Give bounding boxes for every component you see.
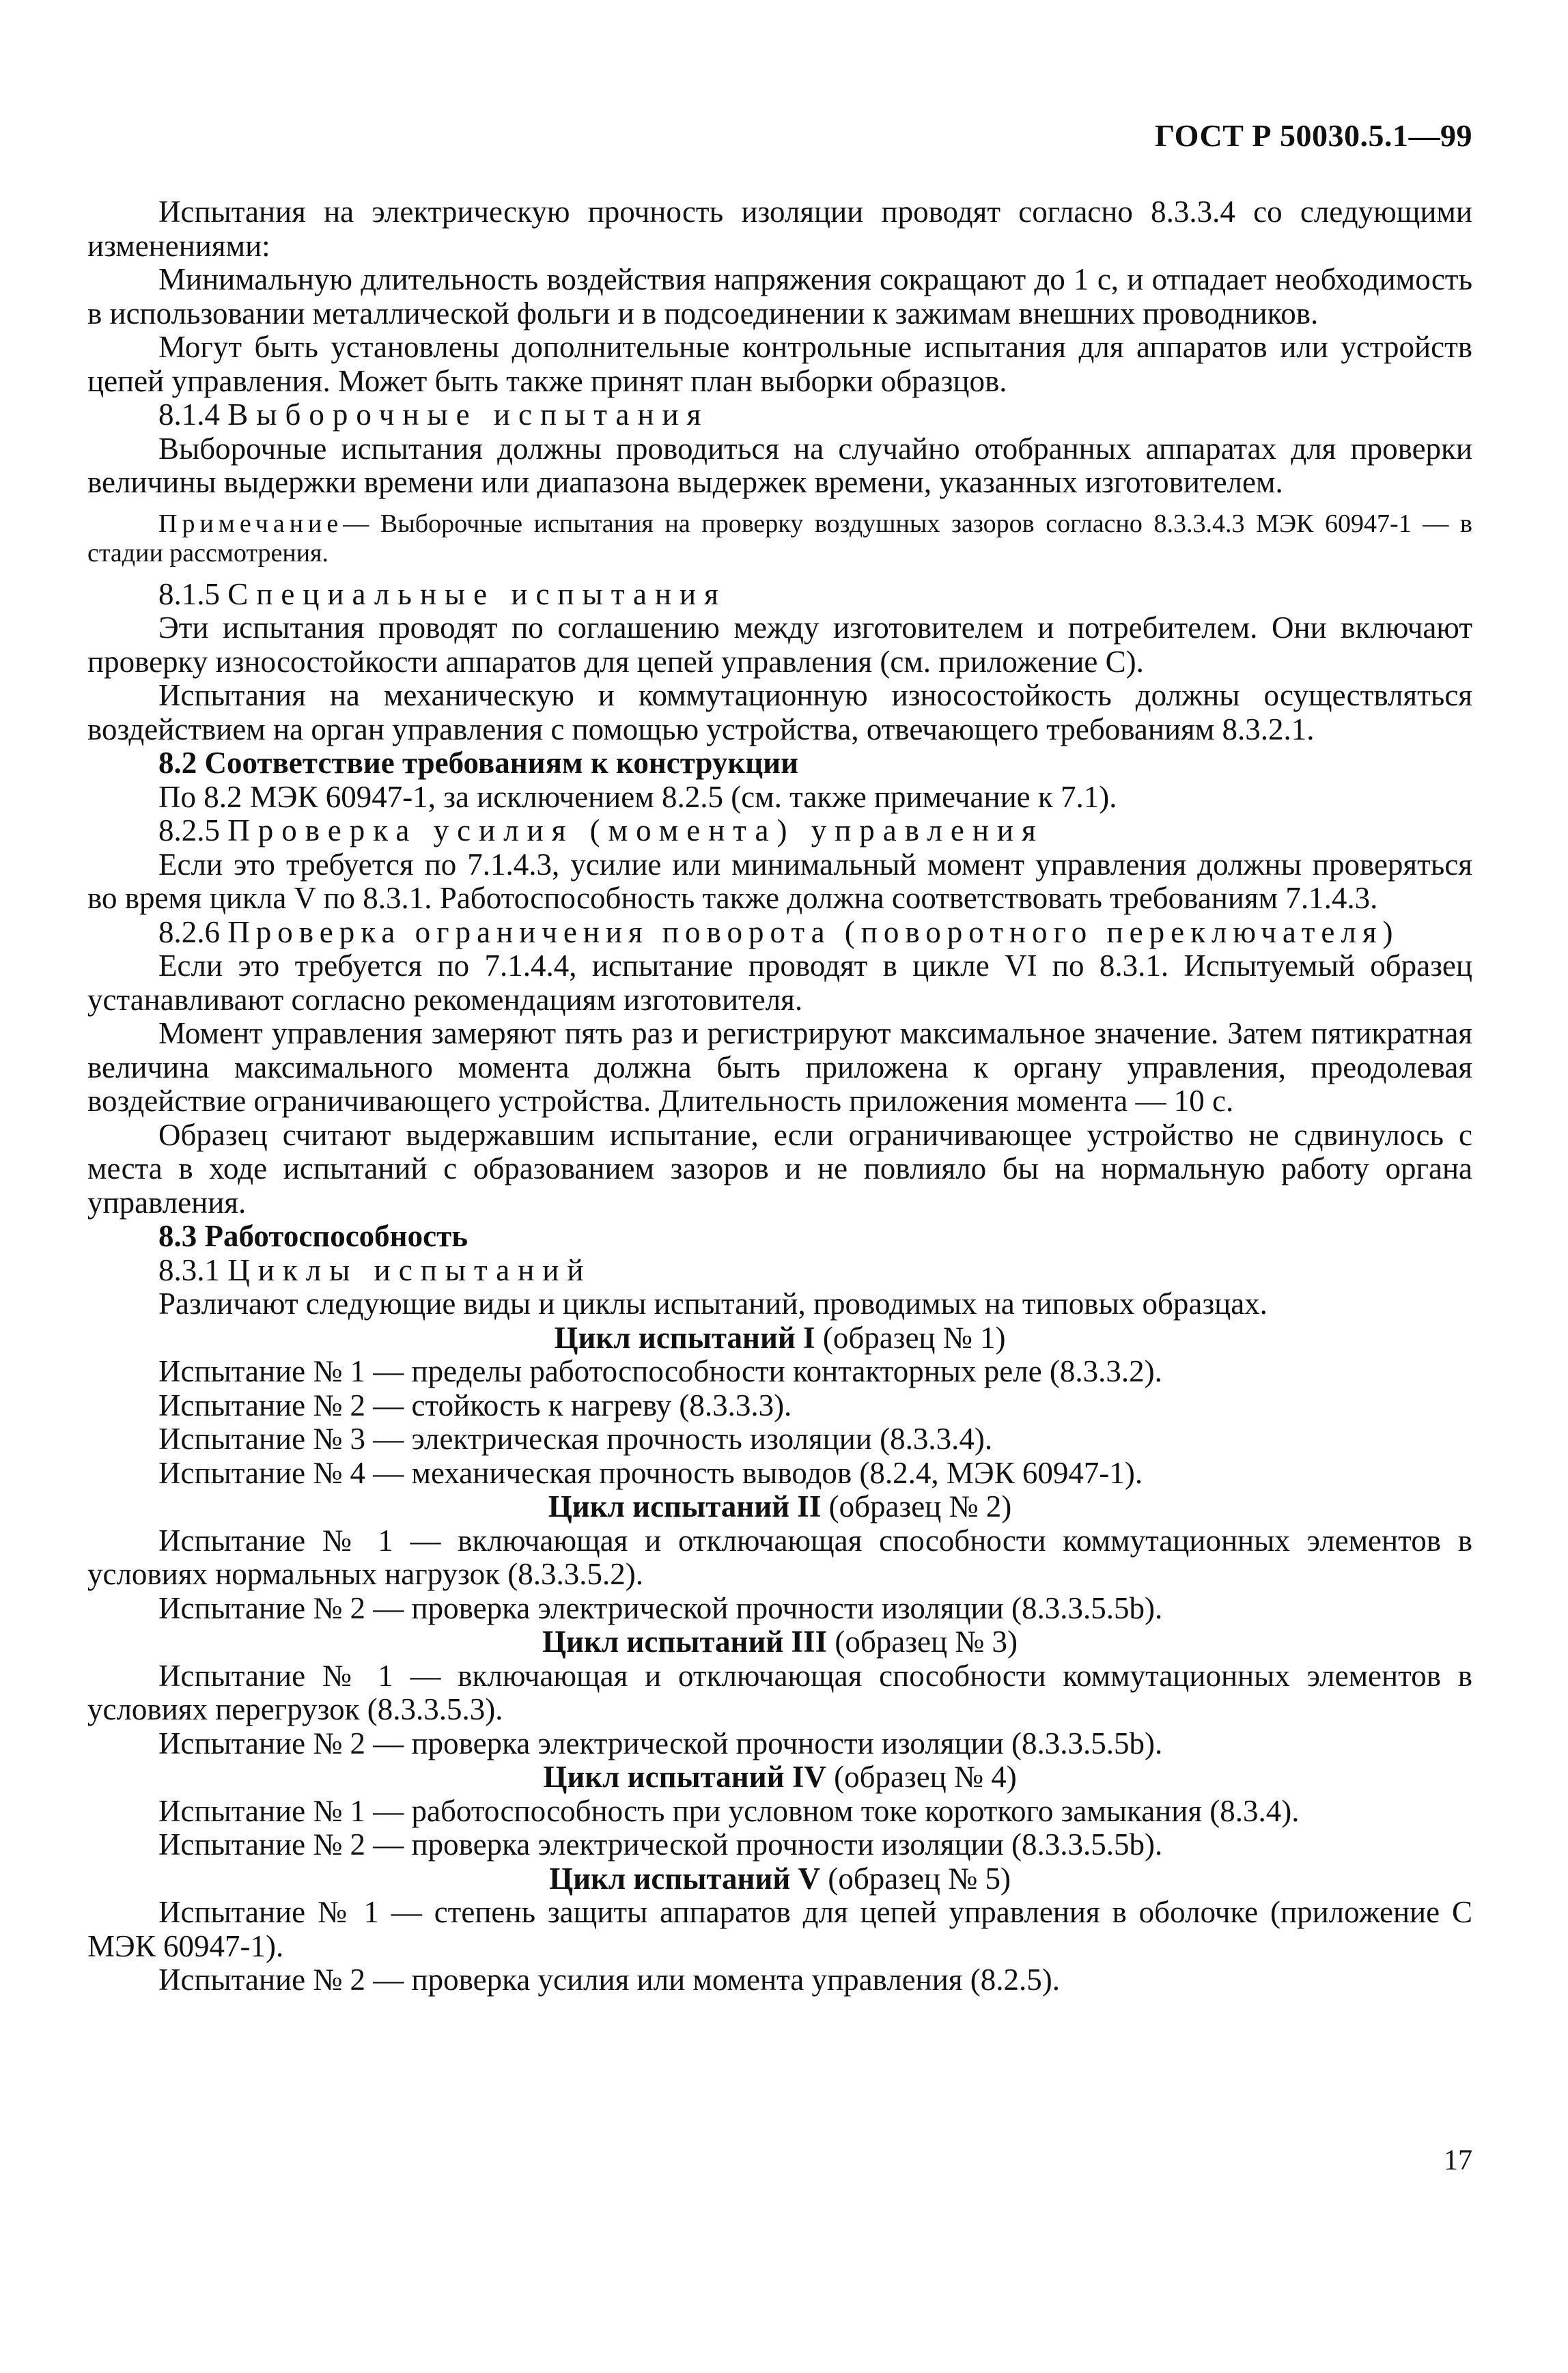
test-item: Испытание № 1 — пределы работоспособности контакторных реле (8.3.3.2).	[158, 1354, 1162, 1388]
cycle-title: Цикл испытаний IV	[543, 1760, 826, 1794]
paragraph: По 8.2 МЭК 60947-1, за исключением 8.2.5 (см. также примечание к 7.1).	[158, 779, 1117, 814]
test-item: Испытание № 1 — включающая и отключающая способности коммутационных элементов в условиях нормальных нагрузок (8.3.3.5.2).	[87, 1523, 1472, 1591]
test-item: Испытание № 3 — электрическая прочность изоляции (8.3.3.4).	[158, 1422, 993, 1456]
section-heading-8-2-6	[87, 916, 1472, 950]
section-number: 8.2.6	[158, 914, 220, 949]
section-number: 8.1.5	[158, 576, 220, 611]
paragraph: Выборочные испытания должны проводиться на случайно отобранных аппаратах для проверки величины выдержки времени или диапазона выдержек времени, указанных изготовителем.	[87, 431, 1472, 499]
paragraph: Эти испытания проводят по соглашению между изготовителем и потребителем. Они включают проверку износостойкости аппаратов для цепей управления (см. приложение С).	[87, 610, 1472, 679]
test-item: Испытание № 1 — степень защиты аппаратов для цепей управления в оболочке (приложение С МЭК 60947-1).	[87, 1895, 1472, 1963]
test-item: Испытание № 2 — проверка электрической прочности изоляции (8.3.3.5.5b).	[158, 1827, 1163, 1862]
paragraph: Различают следующие виды и циклы испытаний, проводимых на типовых образцах.	[158, 1287, 1268, 1321]
paragraph: Образец считают выдержавшим испытание, если ограничивающее устройство не сдвинулось с места в ходе испытаний с образованием зазоров и не повлияло бы на нормальную работу органа управления.	[87, 1117, 1472, 1220]
test-item: Испытание № 1 — работоспособность при условном токе короткого замыкания (8.3.4).	[158, 1793, 1300, 1828]
test-item: Испытание № 2 — стойкость к нагреву (8.3.3.3).	[158, 1388, 792, 1422]
section-heading-8-1-5	[87, 578, 1472, 612]
note-text: — Выборочные испытания на проверку воздушных зазоров согласно 8.3.3.4.3 МЭК 60947-1 — в стадии рассмотрения.	[87, 509, 1472, 567]
cycle-title: Цикл испытаний V	[549, 1861, 821, 1896]
cycle-sample: (образец № 3)	[835, 1625, 1018, 1659]
paragraph: Испытания на механическую и коммутационную износостойкость должны осуществляться воздействием на орган управления с помощью устройства, отвечающего требованиям 8.3.2.1.	[87, 678, 1472, 746]
cycle-heading	[87, 1321, 1472, 1356]
section-title: Проверка ограничения поворота (поворотного переключателя)	[227, 914, 1399, 949]
cycle-title: Цикл испытаний III	[542, 1625, 828, 1659]
paragraph: Испытания на электрическую прочность изоляции проводят согласно 8.3.3.4 со следующими изменениями:	[87, 195, 1472, 263]
section-title: Специальные испытания	[227, 576, 727, 611]
section-title: Проверка усилия (момента) управления	[227, 813, 1044, 847]
cycle-heading	[87, 1625, 1472, 1659]
cycle-sample: (образец № 2)	[828, 1489, 1012, 1524]
cycle-sample: (образец № 1)	[822, 1320, 1006, 1355]
test-item: Испытание № 2 — проверка электрической прочности изоляции (8.3.3.5.5b).	[158, 1726, 1163, 1760]
paragraph: Минимальную длительность воздействия напряжения сокращают до 1 с, и отпадает необходимость в использовании металлической фольги и в подсоединении к зажимам внешних проводников.	[87, 262, 1472, 331]
section-number: 8.3.1	[158, 1252, 220, 1287]
cycle-title: Цикл испытаний II	[548, 1489, 822, 1524]
section-title: Выборочные испытания	[227, 397, 710, 432]
page-number: 17	[1444, 2145, 1472, 2176]
cycle-title: Цикл испытаний I	[554, 1320, 815, 1355]
section-heading-8-2: 8.2 Соответствие требованиям к конструкции	[158, 746, 799, 780]
test-item: Испытание № 2 — проверка усилия или момента управления (8.2.5).	[158, 1963, 1060, 1997]
page-body	[87, 195, 1472, 1997]
section-heading-8-2-5	[87, 814, 1472, 848]
test-item: Испытание № 1 — включающая и отключающая способности коммутационных элементов в условиях перегрузок (8.3.3.5.3).	[87, 1658, 1472, 1726]
section-title: Циклы испытаний	[227, 1252, 592, 1287]
paragraph: Если это требуется по 7.1.4.3, усилие или минимальный момент управления должны проверяться во время цикла V по 8.3.1. Работоспособность также должна соответствовать требованиям 7.1.4.3.	[87, 847, 1472, 915]
cycle-sample: (образец № 5)	[828, 1861, 1011, 1896]
section-heading-8-1-4	[87, 398, 1472, 432]
paragraph: Могут быть установлены дополнительные контрольные испытания для аппаратов или устройств цепей управления. Может быть также принят план выборки образцов.	[87, 330, 1472, 398]
section-heading-8-3: 8.3 Работоспособность	[158, 1219, 468, 1253]
section-number: 8.1.4	[158, 397, 220, 432]
note-label: Примечание	[158, 509, 344, 538]
paragraph: Если это требуется по 7.1.4.4, испытание проводят в цикле VI по 8.3.1. Испытуемый образец устанавливают согласно рекомендациям изготовителя.	[87, 949, 1472, 1017]
note	[87, 509, 1472, 568]
test-item: Испытание № 2 — проверка электрической прочности изоляции (8.3.3.5.5b).	[158, 1590, 1163, 1625]
cycle-heading	[87, 1862, 1472, 1896]
test-item: Испытание № 4 — механическая прочность выводов (8.2.4, МЭК 60947-1).	[158, 1455, 1143, 1490]
section-number: 8.2.5	[158, 813, 220, 847]
paragraph: Момент управления замеряют пять раз и регистрируют максимальное значение. Затем пятикратная величина максимального момента должна быть приложена к органу управления, преодолевая воздействие ограничивающего устройства. Длительность приложения момента — 10 с.	[87, 1016, 1472, 1118]
section-heading-8-3-1	[87, 1254, 1472, 1288]
cycle-heading	[87, 1760, 1472, 1795]
cycle-heading	[87, 1490, 1472, 1524]
cycle-sample: (образец № 4)	[834, 1760, 1017, 1794]
document-code-header: ГОСТ Р 50030.5.1—99	[1155, 118, 1472, 153]
